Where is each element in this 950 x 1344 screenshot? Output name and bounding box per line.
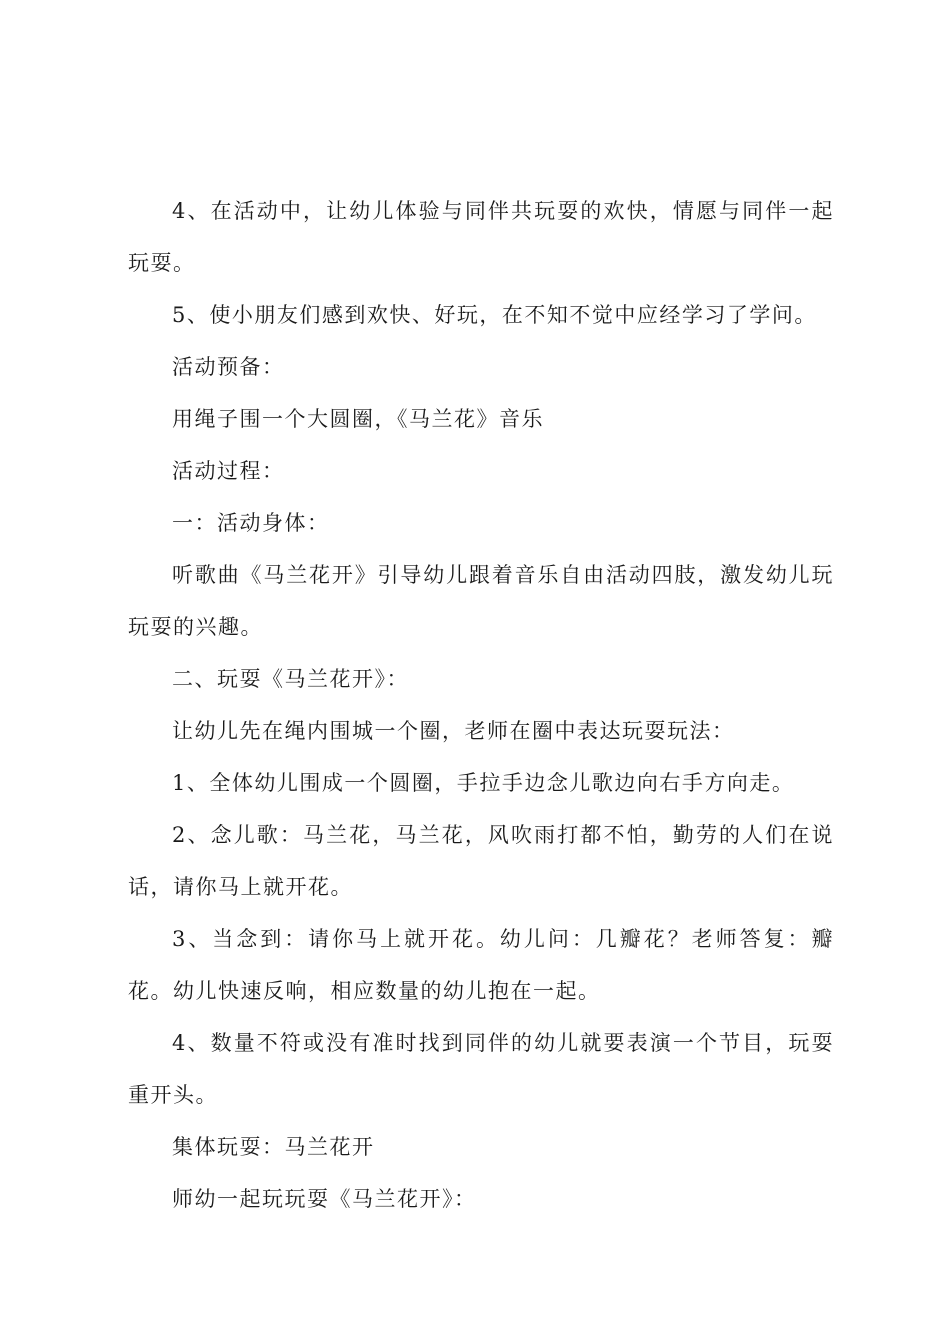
heading-preparation: 活动预备： (172, 355, 285, 379)
paragraph-goal-4: 4、在活动中，让幼儿体验与同伴共玩耍的欢快，情愿与同伴一起玩耍。 (128, 199, 834, 275)
paragraph-rule-3: 3、当念到：请你马上就开花。幼儿问：几瓣花？老师答复：瓣花。幼儿快速反响，相应数量的幼儿抱在一起。 (128, 927, 834, 1003)
heading-step-1: 一：活动身体： (172, 511, 330, 535)
paragraph-goal-5: 5、使小朋友们感到欢快、好玩，在不知不觉中应经学习了学问。 (172, 303, 817, 327)
paragraph-preparation: 用绳子围一个大圆圈，《马兰花》音乐 (172, 407, 544, 431)
paragraph-rule-4: 4、数量不符或没有准时找到同伴的幼儿就要表演一个节目，玩耍重开头。 (128, 1031, 834, 1107)
heading-step-2: 二、玩耍《马兰花开》： (172, 667, 409, 691)
paragraph-step-1: 听歌曲《马兰花开》引导幼儿跟着音乐自由活动四肢，激发幼儿玩玩耍的兴趣。 (128, 563, 834, 639)
heading-group-game: 集体玩耍：马兰花开 (172, 1135, 375, 1159)
heading-process: 活动过程： (172, 459, 285, 483)
paragraph-group-game: 师幼一起玩玩耍《马兰花开》： (172, 1187, 477, 1211)
paragraph-rule-1: 1、全体幼儿围成一个圆圈，手拉手边念儿歌边向右手方向走。 (172, 771, 795, 795)
paragraph-step-2-intro: 让幼儿先在绳内围城一个圈，老师在圈中表达玩耍玩法： (172, 719, 735, 743)
paragraph-rule-2: 2、念儿歌：马兰花，马兰花，风吹雨打都不怕，勤劳的人们在说话，请你马上就开花。 (128, 823, 834, 899)
document-body (128, 185, 834, 1225)
